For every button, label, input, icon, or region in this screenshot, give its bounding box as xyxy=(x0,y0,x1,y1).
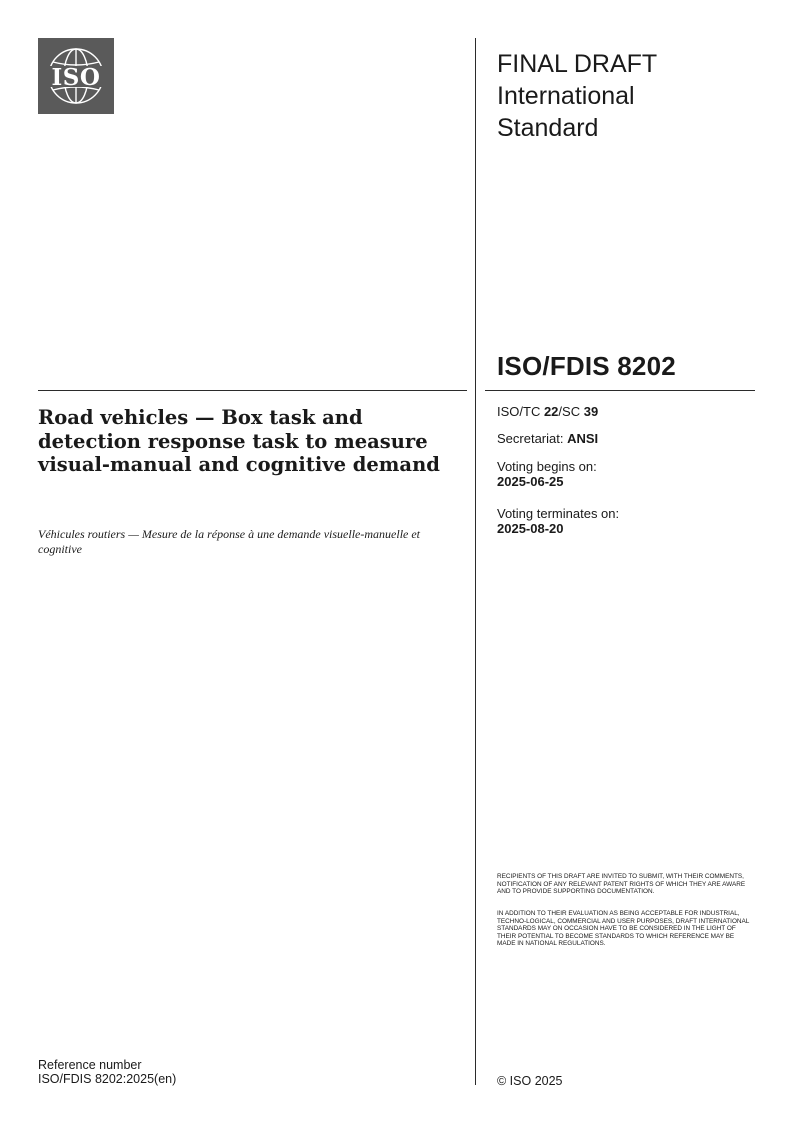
patent-notice: RECIPIENTS OF THIS DRAFT ARE INVITED TO SUBMIT, WITH THEIR COMMENTS, NOTIFICATION OF ANY RELEVANT PATENT RIGHTS OF WHICH THEY ARE AWARE AND TO PROVIDE SUPPORTING DOCUMENTATION. xyxy=(497,873,746,896)
doc-type-line-3: Standard xyxy=(497,114,599,142)
voting-ends-date: 2025-08-20 xyxy=(497,521,564,536)
voting-terminates xyxy=(497,506,757,536)
sc-number: 39 xyxy=(583,404,599,419)
committee-line xyxy=(497,404,757,419)
title-divider-right xyxy=(485,390,755,391)
copyright: © ISO 2025 xyxy=(497,1074,563,1088)
sc-separator: /SC xyxy=(558,404,584,419)
tc-number: 22 xyxy=(543,404,559,419)
doc-type-line-1: FINAL DRAFT xyxy=(497,50,658,78)
voting-begins-date: 2025-06-25 xyxy=(497,474,564,489)
committee-prefix: ISO/TC xyxy=(497,404,544,419)
reference-value: ISO/FDIS 8202:2025(en) xyxy=(38,1071,177,1086)
document-number: ISO/FDIS 8202 xyxy=(497,351,676,381)
iso-globe-logo-icon xyxy=(38,38,114,114)
secretariat-line xyxy=(497,431,757,446)
reference-number xyxy=(38,1059,176,1086)
vertical-divider xyxy=(475,38,476,1085)
english-title: Road vehicles — Box task and detection response task to measure visual-manual and cognitive demand xyxy=(38,406,440,476)
iso-logo xyxy=(38,38,114,114)
evaluation-notice: IN ADDITION TO THEIR EVALUATION AS BEING ACCEPTABLE FOR INDUSTRIAL, TECHNO-LOGICAL, COMMERCIAL AND USER PURPOSES, DRAFT INTERNATIONAL STANDARDS MAY ON OCCASION HAVE TO BE CONSIDERED IN THE LIGHT OF THEIR POTENTIAL TO BECOME STANDARDS TO WHICH REFERENCE MAY BE MADE IN NATIONAL REGULATIONS. xyxy=(497,910,750,948)
reference-label: Reference number xyxy=(38,1058,142,1072)
document-type xyxy=(497,48,757,144)
secretariat-label: Secretariat: xyxy=(497,431,568,446)
french-title: Véhicules routiers — Mesure de la réponse à une demande visuelle-manuelle et cognitive xyxy=(38,527,421,556)
voting-begins xyxy=(497,459,757,489)
title-divider-left xyxy=(38,390,467,391)
svg-text:ISO: ISO xyxy=(51,64,101,91)
doc-type-line-2: International xyxy=(497,82,635,110)
voting-begins-label: Voting begins on: xyxy=(497,459,597,474)
voting-ends-label: Voting terminates on: xyxy=(497,506,620,521)
secretariat-value: ANSI xyxy=(567,431,599,446)
